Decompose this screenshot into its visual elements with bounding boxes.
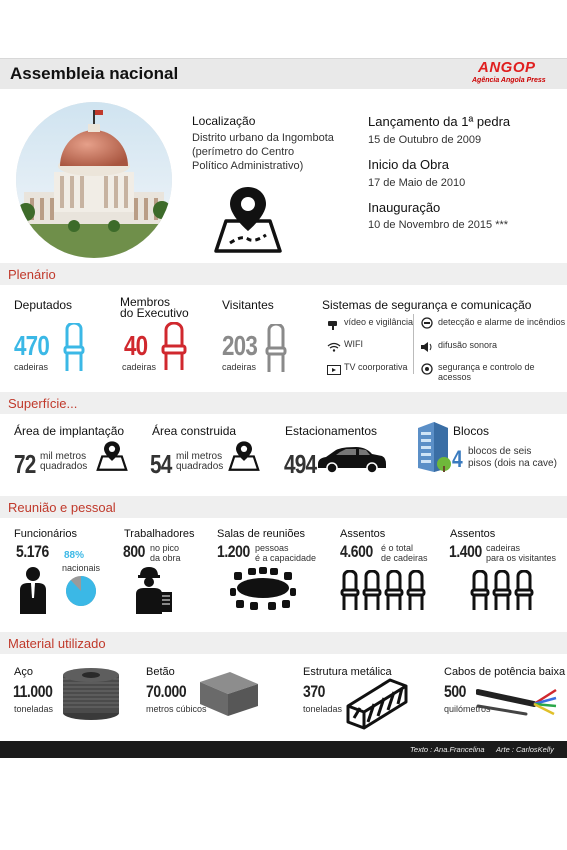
cabos-value: 500 bbox=[444, 682, 467, 701]
security-item-wifi: WIFI bbox=[344, 339, 363, 349]
trabalhadores-text: no pico da obra bbox=[150, 543, 181, 563]
blocos-text: blocos de seis pisos (dois na cave) bbox=[468, 446, 557, 469]
plenario-title: Plenário bbox=[8, 267, 56, 282]
map-pin-icon bbox=[212, 185, 284, 255]
power-cables-image bbox=[476, 684, 558, 723]
assentos2-label: Assentos bbox=[450, 528, 496, 540]
map-pin-small-icon bbox=[96, 440, 128, 477]
aco-value: 11.000 bbox=[13, 682, 53, 701]
inauguration-date: 10 de Novembro de 2015 *** bbox=[368, 219, 509, 231]
chairs-row-icon bbox=[340, 570, 426, 617]
credits-footer bbox=[0, 741, 567, 758]
deputados-value: 470 bbox=[14, 330, 49, 361]
building-blocks-icon bbox=[414, 420, 452, 477]
betao-label: Betão bbox=[146, 666, 175, 678]
construction-worker-icon bbox=[134, 566, 174, 619]
visitantes-value: 203 bbox=[222, 330, 257, 361]
assentos1-text: é o total de cadeiras bbox=[381, 543, 428, 563]
cabos-unit: quilómetros bbox=[444, 704, 491, 714]
assentos1-label: Assentos bbox=[340, 528, 386, 540]
membros-value: 40 bbox=[124, 330, 148, 361]
membros-label: Membros do Executivo bbox=[120, 295, 189, 320]
salas-value: 1.200 bbox=[217, 542, 250, 561]
angop-logo: ANGOP Agência Angola Press bbox=[472, 59, 546, 84]
superficie-title: Superfície... bbox=[8, 396, 78, 411]
plenario-band bbox=[0, 263, 567, 285]
blocos-label: Blocos bbox=[453, 424, 490, 438]
estacionamentos-value: 494 bbox=[284, 449, 317, 479]
estrutura-label: Estrutura metálica bbox=[303, 666, 392, 678]
security-divider bbox=[413, 314, 414, 374]
car-icon bbox=[316, 446, 388, 479]
reuniao-title: Reunião e pessoal bbox=[8, 500, 116, 515]
grey-chair-icon bbox=[264, 324, 288, 379]
material-title: Material utilizado bbox=[8, 636, 106, 651]
estacionamentos-label: Estacionamentos bbox=[285, 424, 378, 438]
security-item-video: vídeo e vigilância bbox=[344, 317, 414, 327]
betao-unit: metros cúbicos bbox=[146, 704, 207, 714]
location-text: Distrito urbano da Ingombota (perímetro do Centro Político Administrativo) bbox=[192, 132, 334, 172]
page-title: Assembleia nacional bbox=[10, 64, 179, 83]
assentos2-value: 1.400 bbox=[449, 542, 482, 561]
superficie-band bbox=[0, 392, 567, 414]
security-item-access: segurança e controlo de acessos bbox=[438, 362, 535, 382]
estrutura-unit: toneladas bbox=[303, 704, 343, 714]
metal-truss-icon bbox=[344, 676, 410, 735]
betao-value: 70.000 bbox=[146, 682, 187, 701]
worker-person-icon bbox=[18, 566, 48, 619]
credit-text: Texto : Ana.Francelina bbox=[410, 745, 485, 754]
trabalhadores-value: 800 bbox=[123, 542, 146, 561]
launch-heading: Lançamento da 1ª pedra bbox=[368, 114, 511, 129]
aco-unit: toneladas bbox=[14, 704, 54, 714]
nacionais-percent: 88% bbox=[64, 550, 85, 561]
start-heading: Inicio da Obra bbox=[368, 157, 449, 172]
cabos-label: Cabos de potência baixa bbox=[444, 666, 566, 678]
deputados-cadeiras: cadeiras bbox=[14, 362, 49, 372]
fire-alarm-icon bbox=[421, 316, 433, 334]
deputados-label: Deputados bbox=[14, 298, 73, 312]
implantacao-label: Área de implantação bbox=[14, 424, 125, 438]
blocos-value: 4 bbox=[452, 446, 462, 473]
access-control-icon bbox=[421, 362, 433, 380]
implantacao-units: mil metros quadrados bbox=[40, 451, 88, 472]
meeting-table-icon bbox=[228, 566, 298, 617]
security-title: Sistemas de segurança e comunicação bbox=[322, 298, 532, 312]
security-item-fire: detecção e alarme de incêndios bbox=[438, 317, 566, 327]
visitantes-cadeiras: cadeiras bbox=[222, 362, 257, 372]
visitor-chairs-icon bbox=[470, 570, 534, 617]
tv-icon bbox=[327, 362, 341, 380]
blue-chair-icon bbox=[62, 323, 86, 378]
cctv-icon bbox=[328, 317, 340, 335]
construida-label: Área construida bbox=[152, 424, 237, 438]
assentos1-value: 4.600 bbox=[340, 542, 373, 561]
steel-cable-spool-image bbox=[60, 663, 122, 726]
assembly-building-image bbox=[14, 100, 174, 260]
concrete-block-image bbox=[196, 664, 260, 723]
security-item-sound: difusão sonora bbox=[438, 340, 498, 350]
estrutura-value: 370 bbox=[303, 682, 326, 701]
nacionais-label: nacionais bbox=[62, 563, 101, 573]
nacionais-pie-chart bbox=[64, 574, 98, 613]
trabalhadores-label: Trabalhadores bbox=[124, 528, 195, 540]
security-item-tv: TV coorporativa bbox=[344, 362, 408, 372]
construida-value: 54 bbox=[150, 449, 172, 479]
location-heading: Localização bbox=[192, 114, 256, 128]
construida-units: mil metros quadrados bbox=[176, 451, 224, 472]
aco-label: Aço bbox=[14, 666, 33, 678]
salas-label: Salas de reuniões bbox=[217, 528, 306, 540]
wifi-icon bbox=[327, 339, 341, 357]
launch-date: 15 de Outubro de 2009 bbox=[368, 134, 482, 146]
visitantes-label: Visitantes bbox=[222, 298, 274, 312]
start-date: 17 de Maio de 2010 bbox=[368, 177, 466, 189]
speaker-icon bbox=[421, 339, 433, 357]
credit-art: Arte : CarlosKelly bbox=[496, 745, 554, 754]
funcionarios-value: 5.176 bbox=[16, 542, 49, 561]
map-pin-small-icon-2 bbox=[228, 440, 260, 477]
funcionarios-label: Funcionários bbox=[14, 528, 77, 540]
implantacao-value: 72 bbox=[14, 449, 36, 479]
salas-text: pessoas é a capacidade bbox=[255, 543, 317, 563]
membros-cadeiras: cadeiras bbox=[122, 362, 157, 372]
red-chair-icon bbox=[160, 322, 188, 377]
inauguration-heading: Inauguração bbox=[368, 200, 441, 215]
assentos2-text: cadeiras para os visitantes bbox=[486, 543, 557, 563]
